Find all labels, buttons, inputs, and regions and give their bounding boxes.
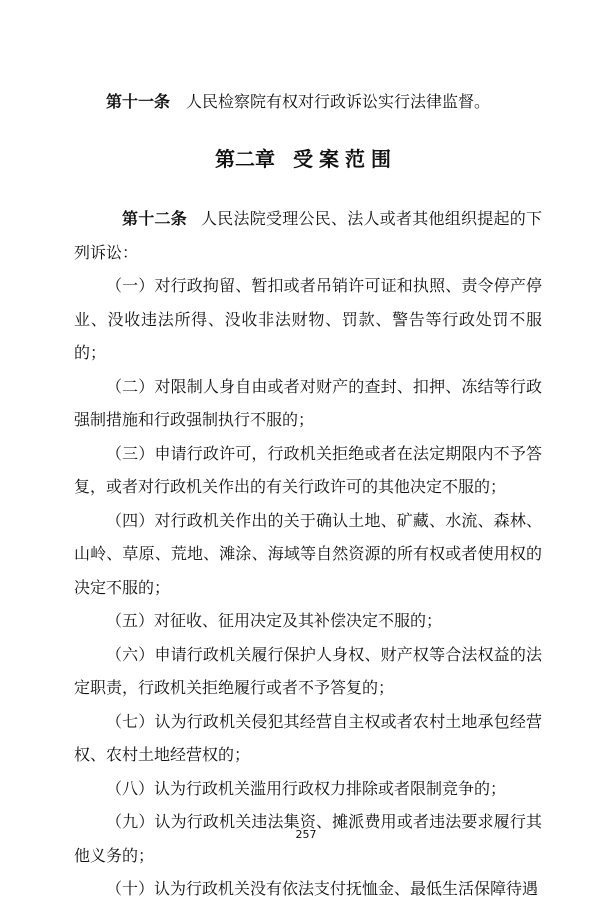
- article-11-text: 人民检察院有权对行政诉讼实行法律监督。: [186, 92, 491, 111]
- list-item: （十）认为行政机关没有依法支付抚恤金、最低生活保障待遇: [106, 879, 539, 898]
- list-item: （二）对限制人身自由或者对财产的查封、扣押、冻结等行政强制措施和行政强制执行不服的；: [74, 376, 542, 429]
- list-item: （三）申请行政许可，行政机关拒绝或者在法定期限内不予答复，或者对行政机关作出的有关行政许可的其他决定不服的；: [74, 443, 542, 496]
- article-11-label: 第十一条: [106, 92, 171, 111]
- list-item: （六）申请行政机关履行保护人身权、财产权等合法权益的法定职责，行政机关拒绝履行或者不予答复的；: [74, 644, 542, 697]
- chapter-title: 受案范围: [293, 147, 397, 171]
- list-item: （九）认为行政机关违法集资、摊派费用或者违法要求履行其他义务的；: [74, 812, 542, 865]
- chapter-number: 第二章: [215, 147, 275, 171]
- article-12-text: 人民法院受理公民、法人或者其他组织提起的下列诉讼：: [74, 209, 542, 262]
- page-number: 257: [295, 828, 317, 841]
- list-item: （一）对行政拘留、暂扣或者吊销许可证和执照、责令停产停业、没收违法所得、没收非法财物、罚款、警告等行政处罚不服的；: [74, 276, 542, 362]
- list-item: （四）对行政机关作出的关于确认土地、矿藏、水流、森林、山岭、草原、荒地、滩涂、海域等自然资源的所有权或者使用权的决定不服的；: [74, 510, 542, 597]
- article-12: [74, 202, 542, 906]
- article-11: [106, 90, 566, 114]
- list-item: （五）对征收、征用决定及其补偿决定不服的；: [106, 611, 443, 630]
- list-item: （七）认为行政机关侵犯其经营自主权或者农村土地承包经营权、农村土地经营权的；: [74, 711, 542, 764]
- chapter-heading: [0, 144, 612, 174]
- list-item: （八）认为行政机关滥用行政权力排除或者限制竞争的；: [106, 778, 507, 798]
- article-12-intro: [74, 202, 542, 269]
- article-12-label: 第十二条: [122, 209, 187, 228]
